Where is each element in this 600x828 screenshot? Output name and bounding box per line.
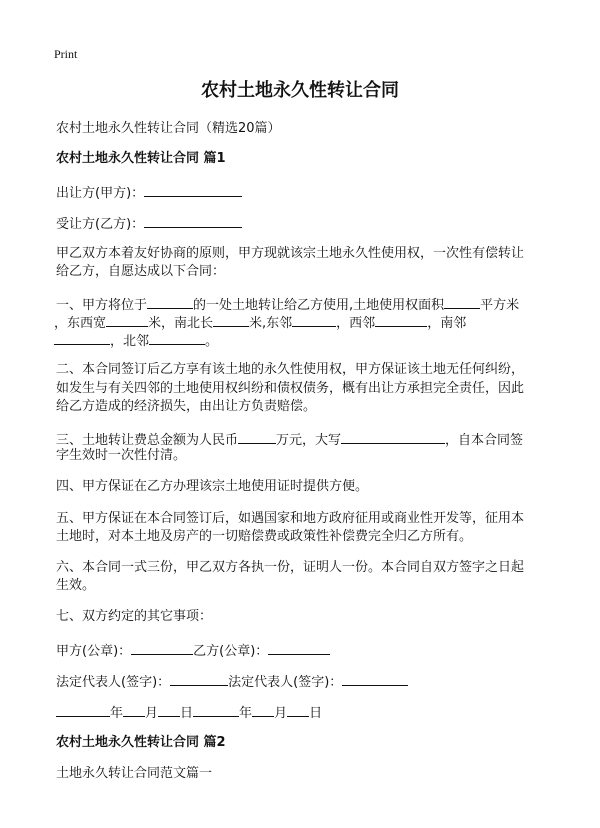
day-b-label: 日 (309, 706, 323, 721)
clause-1-line-1 (56, 295, 519, 314)
clause-1-text-a: 一、甲方将位于 (56, 298, 148, 313)
legal-rep-a-label: 法定代表人(签字)： (56, 675, 171, 690)
legal-rep-b-blank (342, 672, 408, 686)
year-b-blank (193, 703, 239, 717)
clause-4: 四、甲方保证在乙方办理该宗土地使用证时提供方便。 (56, 479, 369, 494)
location-blank (147, 295, 193, 309)
print-link[interactable]: Print (54, 47, 78, 61)
transferor-label: 出让方(甲方)： (56, 186, 145, 201)
clause-6-line-1: 六、本合同一式三份，甲乙双方各执一份，证明人一份。本合同自双方签字之日起 (56, 560, 525, 575)
clause-2-line-3: 给乙方造成的经济损失，由出让方负责赔偿。 (56, 399, 317, 414)
clause-1-line-3 (54, 331, 218, 350)
clause-1-line-2 (54, 313, 466, 332)
clause-1-text-c: 平方米 (480, 298, 520, 313)
seal-line (56, 641, 330, 660)
party-b-seal-blank (268, 641, 330, 655)
intro-paragraph-line-1: 甲乙双方本着友好协商的原则，甲方现就该宗土地永久性使用权，一次性有偿转让 (56, 246, 525, 261)
clause-5-line-2: 土地时，对本土地及房产的一切赔偿费或政策性补偿费完全归乙方所有。 (56, 529, 473, 544)
party-b-seal-label: 乙方(公章)： (193, 644, 269, 659)
month-a-blank (123, 703, 145, 717)
clause-3-line-1 (56, 430, 523, 449)
intro-paragraph-line-2: 给乙方，自愿达成以下合同： (56, 264, 226, 279)
section-heading-1: 农村土地永久性转让合同 篇1 (56, 151, 226, 166)
legal-rep-b-label: 法定代表人(签字)： (228, 675, 343, 690)
clause-1-text-b: 的一处土地转让给乙方使用,土地使用权面积 (193, 298, 445, 313)
day-a-blank (158, 703, 180, 717)
clause-6-line-2: 生效。 (56, 578, 96, 593)
clause-3-text-b: 万元，大写 (276, 433, 342, 448)
legal-rep-a-blank (170, 672, 228, 686)
clause-1-text-g: ，西邻 (336, 316, 376, 331)
clause-3-line-2: 字生效时一次性付清。 (56, 448, 187, 463)
party-a-seal-label: 甲方(公章)： (56, 644, 132, 659)
month-a-label: 月 (145, 706, 159, 721)
clause-2-line-1: 二、本合同签订后乙方享有该土地的永久性使用权，甲方保证该土地无任何纠纷， (56, 362, 525, 377)
clause-5-line-1: 五、甲方保证在本合同签订后，如遇国家和地方政府征用或商业性开发等，征用本 (56, 511, 525, 526)
year-a-blank (56, 703, 110, 717)
clause-3-text-a: 三、土地转让费总金额为人民币 (56, 433, 239, 448)
transferor-blank (144, 183, 242, 197)
clause-1-text-f: 米,东邻 (249, 316, 293, 331)
party-a-seal-blank (131, 641, 193, 655)
month-b-blank (252, 703, 274, 717)
clause-1-text-d: ，东西宽 (54, 316, 107, 331)
amount-blank (238, 430, 276, 444)
transferee-line (56, 214, 242, 233)
transferee-blank (144, 214, 242, 228)
clause-7: 七、双方约定的其它事项： (56, 609, 213, 624)
length-blank (213, 313, 249, 327)
south-neighbor-blank (54, 331, 110, 345)
clause-1-text-i: ，北邻 (110, 334, 150, 349)
year-b-label: 年 (239, 706, 253, 721)
section-heading-2: 农村土地永久性转让合同 篇2 (56, 735, 226, 750)
width-blank (106, 313, 148, 327)
document-title: 农村土地永久性转让合同 (201, 80, 399, 101)
clause-2-line-2: 如发生与有关四邻的土地使用权纠纷和债权债务，概有出让方承担完全责任，因此 (56, 381, 525, 396)
transferor-line (56, 183, 242, 202)
month-b-label: 月 (274, 706, 288, 721)
day-a-label: 日 (180, 706, 194, 721)
year-a-label: 年 (110, 706, 124, 721)
section-2-subtitle: 土地永久转让合同范文篇一 (56, 766, 213, 781)
clause-3-text-c: ，自本合同签 (445, 433, 524, 448)
day-b-blank (287, 703, 309, 717)
north-neighbor-blank (149, 331, 205, 345)
east-neighbor-blank (292, 313, 336, 327)
area-blank (444, 295, 480, 309)
clause-1-text-h: ，南邻 (427, 316, 467, 331)
clause-1-text-j: 。 (205, 334, 219, 349)
west-neighbor-blank (375, 313, 427, 327)
date-line (56, 703, 322, 722)
transferee-label: 受让方(乙方)： (56, 217, 145, 232)
legal-rep-line (56, 672, 408, 691)
document-subtitle: 农村土地永久性转让合同（精选20篇） (56, 121, 281, 136)
amount-words-blank (341, 430, 445, 444)
clause-1-text-e: 米，南北长 (148, 316, 214, 331)
